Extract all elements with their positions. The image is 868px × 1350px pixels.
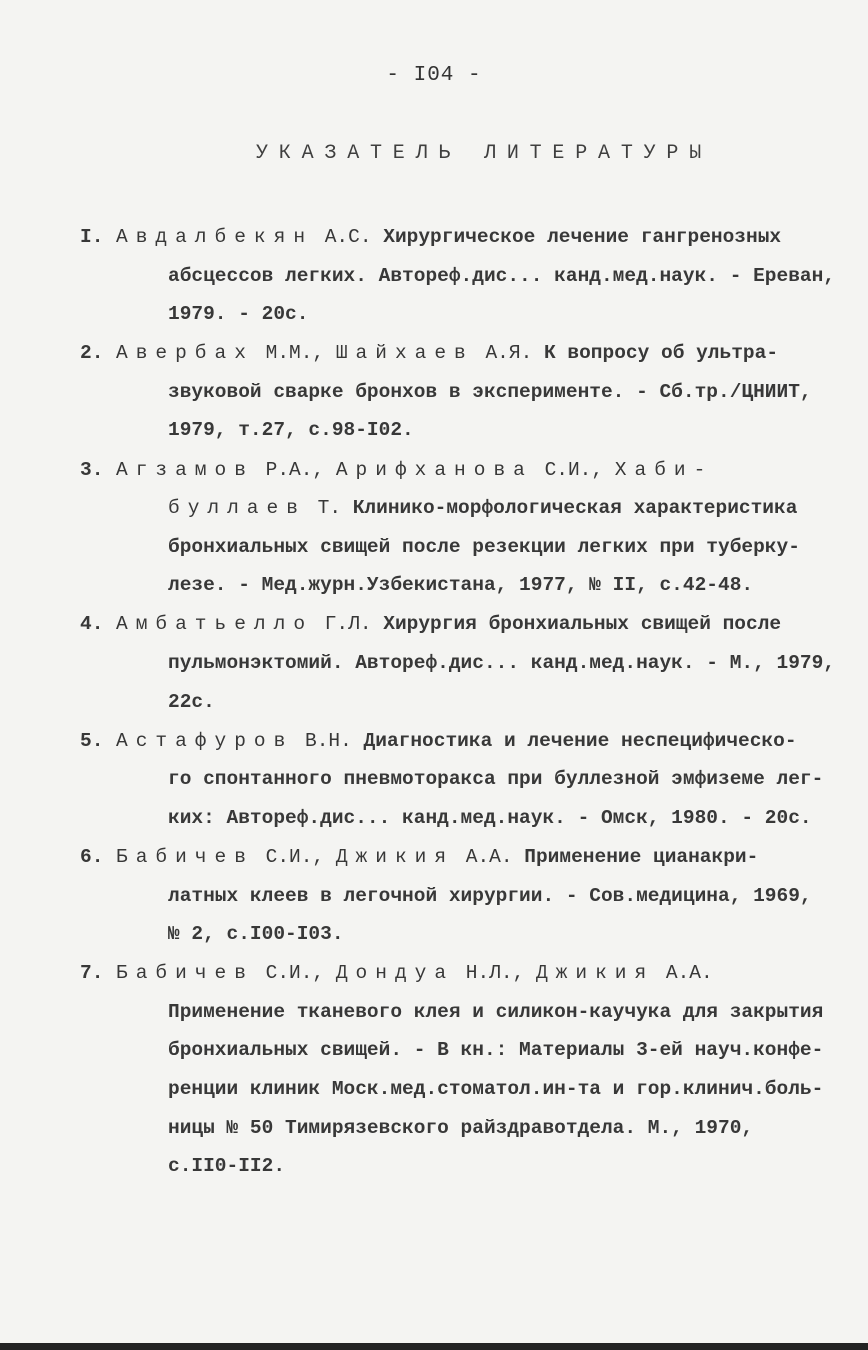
author-surname: Джикия [535, 962, 655, 985]
reference-line [116, 451, 850, 490]
reference-text: с.II0-II2. [168, 1155, 286, 1178]
author-surname: Астафуров [116, 729, 294, 752]
author-surname: Джикия [335, 846, 455, 868]
author-surname: буллаев [168, 497, 306, 520]
author-initials: Т. [305, 497, 353, 520]
author-initials: Р.А., [253, 458, 336, 481]
reference-item [80, 605, 850, 721]
page-number: - I04 - [386, 64, 482, 87]
reference-text: латных клеев в легочной хирургии. - Сов.медицина, 1969, [168, 884, 812, 907]
reference-item [80, 838, 850, 954]
reference-item [80, 954, 850, 1186]
reference-text: Применение цианакри- [524, 846, 759, 868]
reference-number: 5. [80, 729, 104, 752]
reference-text: звуковой сварке бронхов в эксперименте. - Сб.тр./ЦНИИТ, [168, 380, 812, 403]
reference-line [168, 644, 850, 683]
reference-line [168, 799, 850, 838]
reference-text: 22с. [168, 690, 215, 713]
reference-line [168, 1109, 850, 1148]
reference-line [168, 915, 850, 954]
author-surname: Бабичев [116, 846, 254, 868]
reference-text: ких: Автореф.дис... канд.мед.наук. - Омск, 1980. - 20с. [168, 806, 812, 829]
author-surname: Авдалбекян [116, 226, 314, 248]
reference-line [168, 683, 850, 722]
author-surname: Хаби- [614, 458, 714, 481]
reference-text: 1979. - 20с. [168, 303, 309, 326]
reference-line [168, 1031, 850, 1070]
reference-text: бронхиальных свищей. - В кн.: Материалы 3-ей науч.конфе- [168, 1039, 824, 1062]
reference-text: Клинико-морфологическая характеристика [352, 497, 798, 520]
reference-item [80, 451, 850, 605]
author-initials: А.А. [654, 962, 713, 985]
reference-line [168, 295, 850, 334]
reference-text: № 2, с.I00-I03. [168, 923, 344, 946]
reference-text: Применение тканевого клея и силикон-каучука для закрытия [168, 1000, 824, 1023]
reference-line [168, 1070, 850, 1109]
reference-text: пульмонэктомий. Автореф.дис... канд.мед.наук. - М., 1979, [168, 652, 836, 675]
author-surname: Бабичев [116, 962, 254, 985]
page-title: УКАЗАТЕЛЬ ЛИТЕРАТУРЫ [256, 142, 713, 165]
reference-item [80, 218, 850, 334]
reference-text: Хирургическое лечение гангренозных [383, 226, 782, 248]
reference-number: 2. [80, 342, 104, 365]
reference-text: го спонтанного пневмоторакса при буллезной эмфиземе лег- [168, 768, 824, 791]
reference-number: 6. [80, 846, 104, 868]
author-initials: Н.Л., [454, 962, 536, 985]
reference-line [168, 411, 850, 450]
reference-number: 3. [80, 458, 104, 481]
reference-line [168, 993, 850, 1032]
author-initials: А.С. [313, 226, 384, 248]
reference-item [80, 722, 850, 838]
reference-line [168, 257, 850, 296]
scan-bottom-edge [0, 1343, 868, 1350]
reference-line [168, 528, 850, 567]
reference-line [116, 605, 850, 644]
author-surname: Шайхаев [335, 342, 474, 365]
author-surname: Дондуа [335, 962, 455, 985]
reference-text: лезе. - Мед.журн.Узбекистана, 1977, № II, с.42-48. [168, 574, 754, 597]
reference-line [116, 218, 850, 257]
author-initials: А.Я. [473, 342, 544, 365]
author-surname: Авербах [116, 342, 254, 365]
reference-line [116, 954, 850, 993]
reference-list [80, 218, 850, 1186]
reference-line [116, 722, 850, 761]
reference-text: бронхиальных свищей после резекции легких при туберку- [168, 535, 800, 558]
reference-line [168, 760, 850, 799]
reference-text: ницы № 50 Тимирязевского райздравотдела. М., 1970, [168, 1116, 754, 1139]
reference-text: К вопросу об ультра- [543, 342, 779, 365]
reference-number: I. [80, 226, 104, 248]
author-initials: М.М., [253, 342, 336, 365]
author-initials: А.А. [454, 846, 525, 868]
reference-number: 7. [80, 962, 104, 985]
reference-line [168, 489, 850, 528]
author-initials: С.И., [532, 458, 615, 481]
reference-text: ренции клиник Моск.мед.стоматол.ин-та и гор.клинич.боль- [168, 1078, 824, 1101]
reference-line [168, 877, 850, 916]
reference-item [80, 334, 850, 450]
reference-text: абсцессов легких. Автореф.дис... канд.мед.наук. - Ереван, [168, 264, 836, 287]
author-initials: С.И., [253, 846, 336, 868]
author-initials: В.Н. [293, 729, 364, 752]
reference-line [168, 1147, 850, 1186]
reference-text: 1979, т.27, с.98-I02. [168, 419, 414, 442]
reference-text: Хирургия бронхиальных свищей после [383, 613, 782, 636]
author-initials: С.И., [253, 962, 336, 985]
reference-text: Диагностика и лечение неспецифическо- [363, 729, 797, 752]
author-surname: Агзамов [116, 458, 254, 481]
reference-line [168, 566, 850, 605]
author-surname: Арифханова [335, 458, 533, 481]
author-surname: Амбатьелло [116, 613, 314, 636]
author-initials: Г.Л. [313, 613, 384, 636]
reference-line [116, 838, 850, 877]
reference-line [168, 373, 850, 412]
reference-number: 4. [80, 613, 104, 636]
reference-line [116, 334, 850, 373]
